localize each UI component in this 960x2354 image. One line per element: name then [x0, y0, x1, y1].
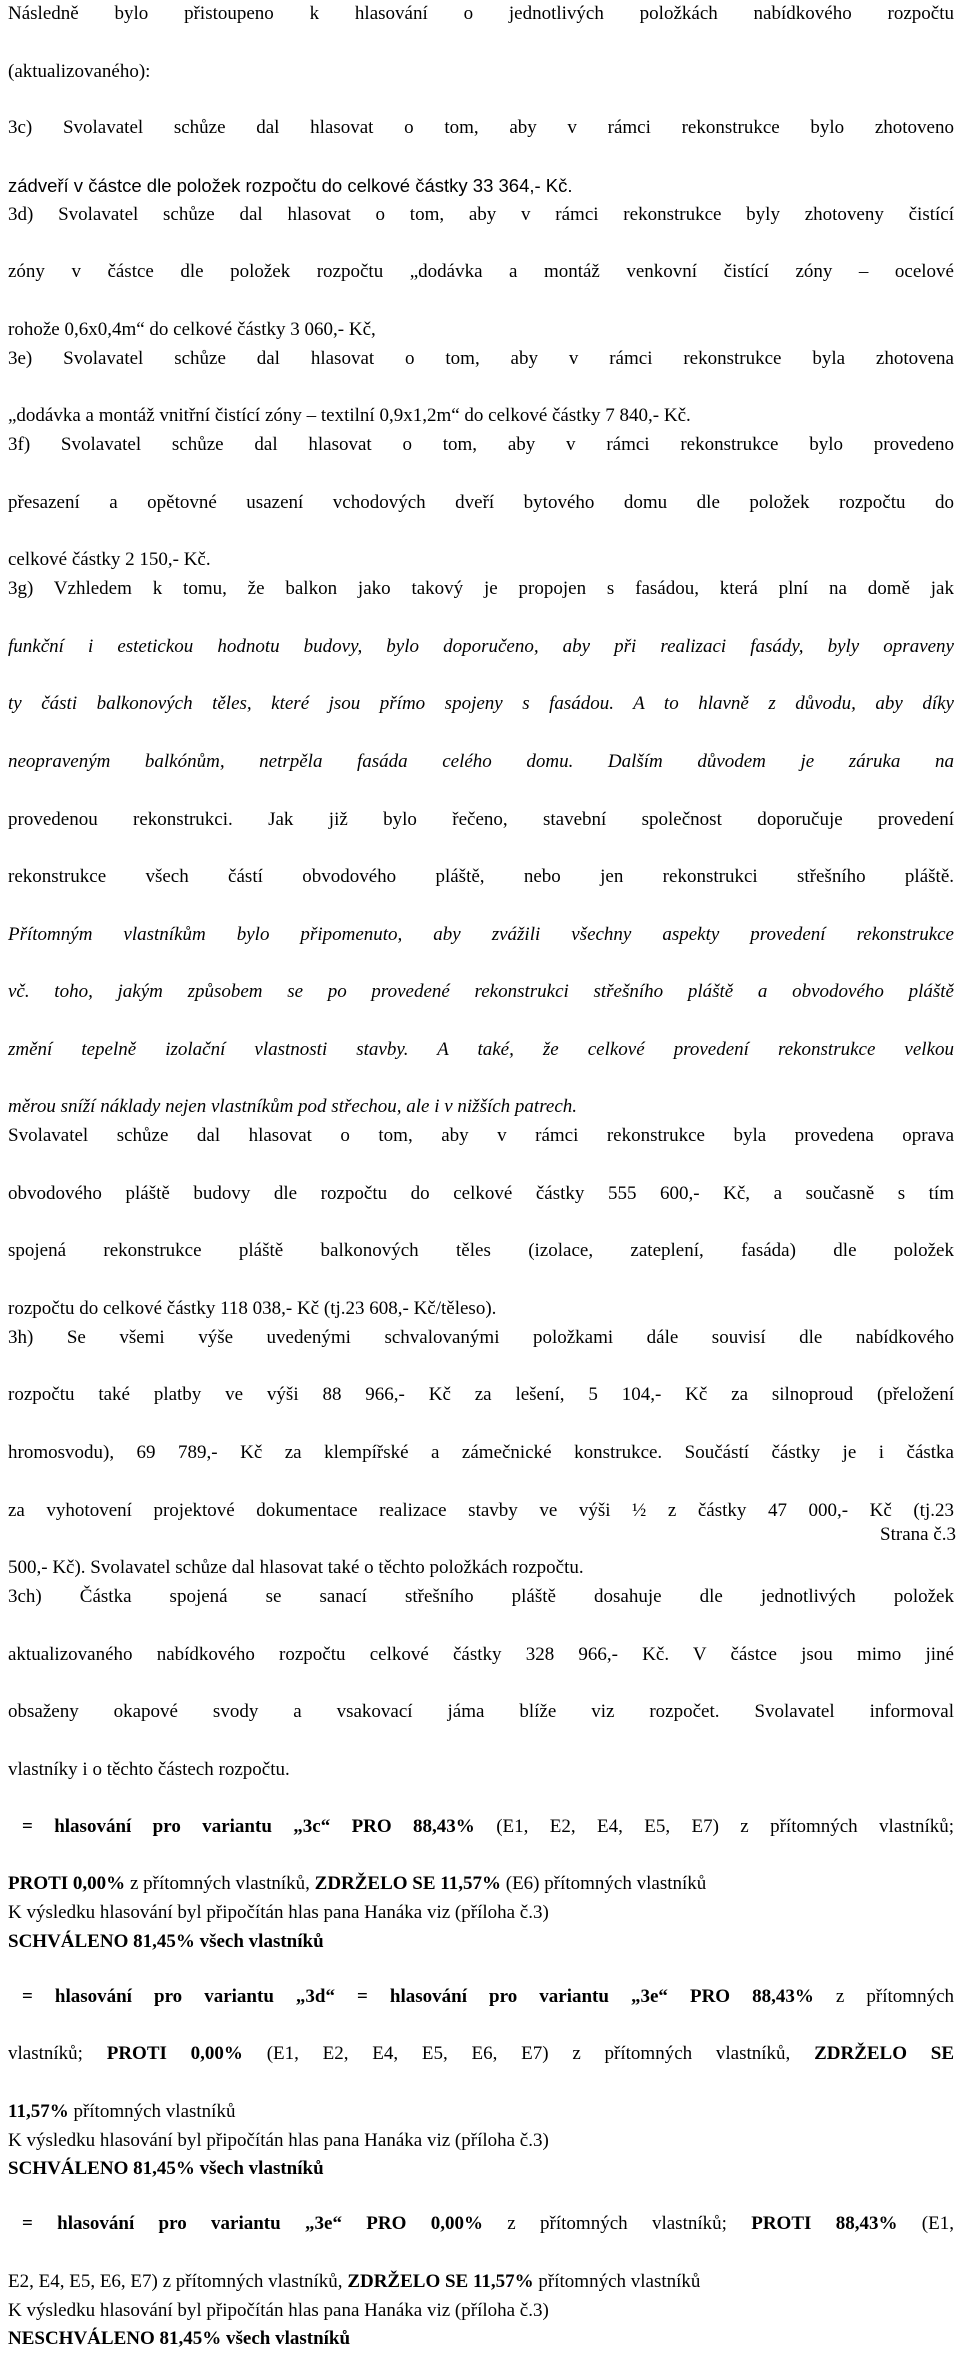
vote-against: PROTI 88,43%	[751, 2213, 898, 2235]
text-line	[8, 2040, 954, 2098]
text-line: hromosvodu), 69 789,- Kč za klempířské a zámečnické konstrukce. Součástí částky je i částka	[8, 1442, 954, 1464]
text-line: ty části balkonových těles, které jsou přímo spojeny s fasádou. A to hlavně z důvodu, aby díky	[8, 693, 954, 715]
vote-abstain: 11,57%	[8, 2100, 69, 2122]
text-line: rozpočtu také platby ve výši 88 966,- Kč za lešení, 5 104,- Kč za silnoproud (přeložení	[8, 1384, 954, 1406]
vote-text: vlastníků;	[8, 2043, 107, 2065]
text-line: změní tepelně izolační vlastnosti stavby. A také, že celkové provedení rekonstrukce velkou	[8, 1038, 954, 1060]
text-line	[8, 2098, 954, 2127]
text-line	[8, 1813, 954, 1871]
text-line: rohože 0,6x0,4m“ do celkové částky 3 060,- Kč,	[8, 318, 376, 340]
vote-text: z přítomných vlastníků;	[482, 2213, 752, 2235]
text-line: K výsledku hlasování byl připočítán hlas pana Hanáka viz (příloha č.3)	[8, 2129, 549, 2151]
text-line: 3f) Svolavatel schůze dal hlasovat o tom, aby v rámci rekonstrukce bylo provedeno	[8, 434, 954, 456]
item-3g	[8, 575, 954, 1122]
vote-for: = hlasování pro variantu „3e“ PRO 0,00%	[22, 2213, 483, 2235]
vote-for: = hlasování pro variantu „3c“ PRO 88,43%	[22, 1815, 475, 1837]
item-3ch	[8, 1583, 954, 1785]
vote-against: PROTI 0,00%	[106, 2043, 243, 2065]
vote-text: (E1, E2, E4, E5, E6, E7) z přítomných vlastníků,	[242, 2043, 815, 2065]
text-line	[8, 2268, 954, 2297]
vote-text: přítomných vlastníků	[533, 2270, 701, 2292]
text-line: Následně bylo přistoupeno k hlasování o jednotlivých položkách nabídkového rozpočtu	[8, 3, 954, 24]
text-line: neopraveným balkónům, netrpěla fasáda celého domu. Dalším důvodem je záruka na	[8, 750, 954, 772]
vote-text: z přítomných	[813, 1985, 955, 2007]
vote-result-3d-3e	[8, 1983, 954, 2185]
text-line: zádveří v částce dle položek rozpočtu do celkové částky 33 364,- Kč.	[8, 174, 573, 196]
text-line: celkové částky 2 150,- Kč.	[8, 549, 211, 571]
text-line: zóny v částce dle položek rozpočtu „dodávka a montáž venkovní čistící zóny – ocelové	[8, 261, 954, 283]
text-line: 3h) Se všemi výše uvedenými schvalovanými položkami dále souvisí dle nabídkového	[8, 1326, 954, 1348]
text-line: 3d) Svolavatel schůze dal hlasovat o tom, aby v rámci rekonstrukce byly zhotoveny čistící	[8, 203, 954, 225]
text-line	[8, 2210, 954, 2268]
text-line	[8, 1870, 954, 1899]
text-line: přesazení a opětovné usazení vchodových dveří bytového domu dle položek rozpočtu do	[8, 491, 954, 513]
vote-abstain: ZDRŽELO SE 11,57%	[347, 2270, 534, 2292]
vote-result-3c	[8, 1813, 954, 1957]
vote-outcome: SCHVÁLENO 81,45% všech vlastníků	[8, 1930, 324, 1952]
text-line: funkční i estetickou hodnotu budovy, bylo doporučeno, aby při realizaci fasády, byly opraveny	[8, 635, 954, 657]
intro-paragraph	[8, 0, 954, 86]
text-line: 3ch) Částka spojená se sanací střešního pláště dosahuje dle jednotlivých položek	[8, 1586, 954, 1608]
text-line: 500,- Kč). Svolavatel schůze dal hlasovat také o těchto položkách rozpočtu.	[8, 1557, 584, 1579]
text-line: měrou sníží náklady nejen vlastníkům pod střechou, ale i v nižších patrech.	[8, 1096, 578, 1118]
text-line: aktualizovaného nabídkového rozpočtu celkové částky 328 966,- Kč. V částce jsou mimo jiné	[8, 1643, 954, 1665]
text-line: obsaženy okapové svody a vsakovací jáma blíže viz rozpočet. Svolavatel informoval	[8, 1701, 954, 1723]
text-line	[8, 1983, 954, 2041]
vote-text: E2, E4, E5, E6, E7) z přítomných vlastníků,	[8, 2270, 348, 2292]
vote-text: (E1,	[897, 2213, 954, 2235]
vote-outcome: NESCHVÁLENO 81,45% všech vlastníků	[8, 2328, 351, 2350]
vote-abstain: ZDRŽELO SE	[814, 2043, 954, 2065]
text-line: Přítomným vlastníkům bylo připomenuto, aby zvážili všechny aspekty provedení rekonstrukce	[8, 923, 954, 945]
text-line: „dodávka a montáž vnitřní čistící zóny – textilní 0,9x1,2m“ do celkové částky 7 840,- Kč.	[8, 405, 691, 427]
text-line: vč. toho, jakým způsobem se po provedené rekonstrukci střešního pláště a obvodového pláště	[8, 981, 954, 1003]
item-3f	[8, 431, 954, 575]
text-line: K výsledku hlasování byl připočítán hlas pana Hanáka viz (příloha č.3)	[8, 1902, 549, 1923]
text-line: Svolavatel schůze dal hlasovat o tom, aby v rámci rekonstrukce byla provedena oprava	[8, 1125, 954, 1147]
vote-text: z přítomných vlastníků,	[125, 1873, 315, 1895]
vote-text: (E6) přítomných vlastníků	[501, 1873, 707, 1895]
text-line: 3e) Svolavatel schůze dal hlasovat o tom, aby v rámci rekonstrukce byla zhotovena	[8, 347, 954, 369]
text-line: K výsledku hlasování byl připočítán hlas pana Hanáka viz (příloha č.3)	[8, 2299, 549, 2321]
text-line: obvodového pláště budovy dle rozpočtu do celkové částky 555 600,- Kč, a současně s tím	[8, 1182, 954, 1204]
item-3c	[8, 114, 954, 200]
vote-result-3e	[8, 2210, 954, 2354]
item-3d	[8, 201, 954, 345]
vote-abstain: ZDRŽELO SE 11,57%	[314, 1873, 501, 1895]
text-line: 3g) Vzhledem k tomu, že balkon jako takový je propojen s fasádou, která plní na domě jak	[8, 578, 954, 600]
text-line: rozpočtu do celkové částky 118 038,- Kč (tj.23 608,- Kč/těleso).	[8, 1298, 497, 1320]
text-line: spojená rekonstrukce pláště balkonových těles (izolace, zateplení, fasáda) dle položek	[8, 1240, 954, 1262]
item-3h	[8, 1324, 954, 1583]
text-line: (aktualizovaného):	[8, 60, 151, 82]
vote-for: = hlasování pro variantu „3d“ = hlasování pro variantu „3e“ PRO 88,43%	[22, 1985, 814, 2007]
text-line: za vyhotovení projektové dokumentace realizace stavby ve výši ½ z částky 47 000,- Kč (tj.23	[8, 1499, 954, 1521]
text-line: vlastníky i o těchto částech rozpočtu.	[8, 1758, 290, 1780]
vote-outcome: SCHVÁLENO 81,45% všech vlastníků	[8, 2158, 324, 2180]
document-body	[8, 0, 954, 2354]
vote-text: přítomných vlastníků	[68, 2100, 236, 2122]
text-line: provedenou rekonstrukci. Jak již bylo řečeno, stavební společnost doporučuje provedení	[8, 808, 954, 830]
page-number: Strana č.3	[880, 1524, 956, 1545]
text-line: rekonstrukce všech částí obvodového pláště, nebo jen rekonstrukci střešního pláště.	[8, 866, 954, 888]
item-3e	[8, 345, 954, 431]
vote-against: PROTI 0,00%	[8, 1873, 126, 1895]
vote-text: (E1, E2, E4, E5, E7) z přítomných vlastníků;	[474, 1815, 955, 1837]
item-3g-vote-text	[8, 1122, 954, 1324]
text-line: 3c) Svolavatel schůze dal hlasovat o tom, aby v rámci rekonstrukce bylo zhotoveno	[8, 117, 954, 139]
